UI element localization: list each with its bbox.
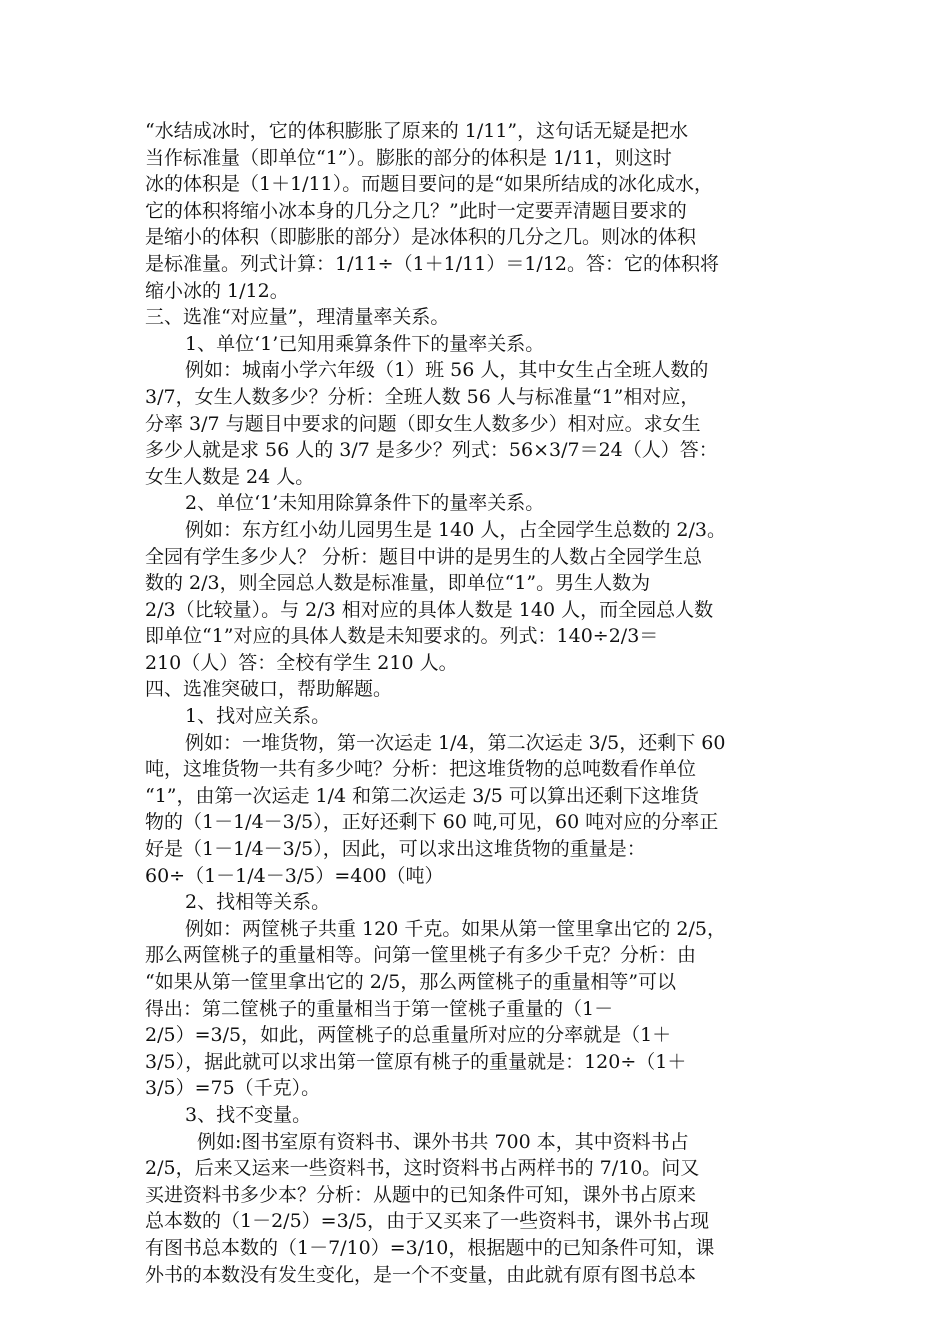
subsection-heading: 1、单位‘1’已知用乘算条件下的量率关系。: [185, 332, 545, 355]
section-heading: 四、选准突破口，帮助解题。: [145, 678, 393, 701]
text-line: 是标准量。列式计算：1/11÷（1＋1/11）＝1/12。答：它的体积将: [145, 252, 720, 275]
subsection-heading: 1、找对应关系。: [185, 705, 331, 728]
text-line: 有图书总本数的（1－7/10）=3/10，根据题中的已知条件可知，课: [145, 1236, 715, 1259]
text-line: 全园有学生多少人？ 分析：题目中讲的是男生的人数占全园学生总: [145, 545, 703, 568]
document-body: [145, 118, 805, 1288]
text-line: 例如：一堆货物，第一次运走 1/4，第二次运走 3/5，还剩下 60: [185, 731, 726, 754]
text-line: 3/5），据此就可以求出第一筐原有桃子的重量就是：120÷（1＋: [145, 1050, 687, 1073]
text-line: 多少人就是求 56 人的 3/7 是多少？列式：56×3/7＝24（人）答：: [145, 439, 718, 462]
text-line: 冰的体积是（1＋1/11）。而题目要问的是“如果所结成的冰化成水，: [145, 173, 713, 196]
text-line: “水结成冰时，它的体积膨胀了原来的 1/11”，这句话无疑是把水: [145, 120, 689, 142]
subsection-heading: 2、单位‘1’未知用除算条件下的量率关系。: [185, 492, 545, 515]
text-line: 好是（1－1/4－3/5），因此，可以求出这堆货物的重量是：: [145, 838, 646, 861]
text-line: 数的 2/3，则全园总人数是标准量，即单位“1”。男生人数为: [145, 572, 651, 595]
text-line: 女生人数是 24 人。: [145, 465, 315, 488]
text-line: 吨，这堆货物一共有多少吨？分析：把这堆货物的总吨数看作单位: [145, 758, 697, 781]
text-line: 它的体积将缩小冰本身的几分之几？”此时一定要弄清题目要求的: [145, 199, 687, 222]
text-line: 缩小冰的 1/12。: [145, 279, 289, 302]
subsection-heading: 2、找相等关系。: [185, 891, 331, 914]
text-line: 例如：东方红小幼儿园男生是 140 人，占全园学生总数的 2/3。: [185, 518, 726, 541]
text-line: 当作标准量（即单位“1”）。膨胀的部分的体积是 1/11，则这时: [145, 146, 672, 169]
text-line: “1”，由第一次运走 1/4 和第二次运走 3/5 可以算出还剩下这堆货: [145, 784, 699, 807]
text-line: 买进资料书多少本？分析：从题中的已知条件可知，课外书占原来: [145, 1183, 697, 1206]
text-line: 2/5）=3/5，如此，两筐桃子的总重量所对应的分率就是（1＋: [145, 1024, 672, 1047]
text-line: 得出：第二筐桃子的重量相当于第一筐桃子重量的（1－: [145, 997, 614, 1020]
text-line: 物的（1－1/4－3/5），正好还剩下 60 吨,可见，60 吨对应的分率正: [145, 811, 719, 834]
text-line: “如果从第一筐里拿出它的 2/5，那么两筐桃子的重量相等”可以: [145, 971, 677, 993]
text-line: 外书的本数没有发生变化，是一个不变量，由此就有原有图书总本: [145, 1263, 697, 1286]
text-line: 210（人）答：全校有学生 210 人。: [145, 651, 458, 674]
text-line: 例如：两筐桃子共重 120 千克。如果从第一筐里拿出它的 2/5，: [185, 917, 726, 940]
text-line: 那么两筐桃子的重量相等。问第一筐里桃子有多少千克？分析：由: [145, 944, 697, 967]
text-line: 分率 3/7 与题目中要求的问题（即女生人数多少）相对应。求女生: [145, 412, 701, 435]
text-line: 2/3（比较量）。与 2/3 相对应的具体人数是 140 人，而全园总人数: [145, 598, 714, 621]
text-line: 60÷（1－1/4－3/5）=400（吨）: [145, 864, 444, 887]
subsection-heading: 3、找不变量。: [185, 1103, 312, 1126]
text-line: 3/7，女生人数多少？分析：全班人数 56 人与标准量“1”相对应，: [145, 385, 700, 408]
text-line: 例如:图书室原有资料书、课外书共 700 本，其中资料书占: [197, 1130, 689, 1153]
text-line: 3/5）=75（千克）。: [145, 1077, 321, 1100]
section-heading: 三、选准“对应量”，理清量率关系。: [145, 306, 450, 329]
text-line: 总本数的（1－2/5）=3/5，由于又买来了一些资料书，课外书占现: [145, 1210, 710, 1233]
text-line: 例如：城南小学六年级（1）班 56 人，其中女生占全班人数的: [185, 359, 709, 382]
text-line: 2/5，后来又运来一些资料书，这时资料书占两样书的 7/10。问又: [145, 1157, 700, 1180]
text-line: 即单位“1”对应的具体人数是未知要求的。列式：140÷2/3＝: [145, 625, 659, 648]
text-line: 是缩小的体积（即膨胀的部分）是冰体积的几分之几。则冰的体积: [145, 226, 697, 249]
